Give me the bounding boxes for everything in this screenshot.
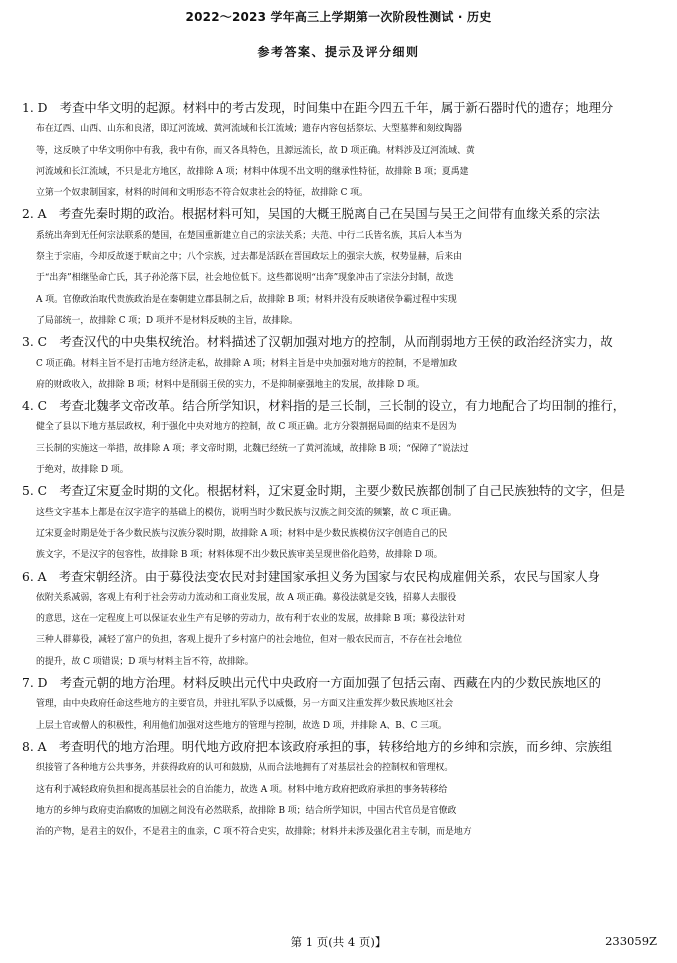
answer-line: 1. D 考查中华文明的起源。材料中的考古发现，时间集中在距今四五千年，属于新石器时代的遗存；地理分 xyxy=(22,101,614,115)
answer-line: 地方的乡绅与政府吏治腐败的加剧之间没有必然联系，故排除 B 项；结合所学知识，中国古代官员是官僚政 xyxy=(36,805,457,816)
answer-line: 等，这反映了中华文明你中有我，我中有你，而又各具特色，且源远流长，故 D 项正确。材料涉及辽河流域、黄 xyxy=(36,145,475,156)
answer-line: 了局部统一，故排除 C 项；D 项并不是材料反映的主旨，故排除。 xyxy=(36,315,298,326)
answer-item xyxy=(22,204,662,332)
answer-line: 的意思，这在一定程度上可以保证农业生产有足够的劳动力，故有利于农业的发展，故排除 B 项；募役法针对 xyxy=(36,614,466,625)
answer-line: 治的产物，是君主的奴仆，不是君主的血亲，C 项不符合史实，故排除；材料并未涉及强化君主专制，而是地方 xyxy=(36,827,472,838)
answer-line: 于绝对，故排除 D 项。 xyxy=(36,465,129,476)
answer-item xyxy=(22,98,662,204)
answer-item xyxy=(22,332,662,396)
document-code: 233059Z xyxy=(605,934,657,948)
answer-item xyxy=(22,673,662,737)
answer-line: 府的财政收入，故排除 B 项；材料中是削弱王侯的实力，不是抑制豪强地主的发展，故排除 D 项。 xyxy=(36,379,425,390)
answer-item xyxy=(22,737,662,843)
answer-line: 管理，由中央政府任命这些地方的主要官员，并驻扎军队予以威慑，另一方面又注重发挥少数民族地区社会 xyxy=(36,699,454,710)
document-subtitle: 参考答案、提示及评分细则 xyxy=(257,45,420,59)
answer-line: 5. C 考查辽宋夏金时期的文化。根据材料，辽宋夏金时期，主要少数民族都创制了自己民族独特的文字，但是 xyxy=(22,484,626,499)
answer-line: C 项正确。材料主旨不是打击地方经济走私，故排除 A 项；材料主旨是中央加强对地方的控制，不是增加政 xyxy=(36,358,458,369)
answer-line: 系统出奔到无任何宗法联系的楚国，在楚国重新建立自己的宗法关系；夫范、中行二氏皆名族，其后人本当为 xyxy=(36,230,462,241)
answer-line: 依附关系减弱，客观上有利于社会劳动力流动和工商业发展，故 A 项正确。募役法就是交钱，招募人去服役 xyxy=(36,592,457,603)
answer-line: 三种人群募役，减轻了富户的负担，客观上提升了乡村富户的社会地位，但对一般农民而言，不存在社会地位 xyxy=(36,635,462,646)
answer-line: 布在辽西、山西、山东和良渚，即辽河流域、黄河流域和长江流域；遗存内容包括祭坛、大型墓葬和刻纹陶器 xyxy=(36,124,462,135)
answer-line: 河流域和长江流域，不只是北方地区，故排除 A 项；材料中体现不出文明的继承性特征，故排除 B 项；夏禹建 xyxy=(36,166,469,177)
answer-line: 祭主于宗庙，今却反故逐于畎亩之中；八个宗族，过去都是活跃在晋国政坛上的强宗大族，权势显赫，后来由 xyxy=(36,252,462,263)
answer-line: 于“出奔”相继坠命亡氏，其子孙沦落下层，社会地位低下。这些都说明“出奔”现象冲击了宗法分封制，故选 xyxy=(36,273,454,284)
answer-line: 辽宋夏金时期是处于各少数民族与汉族分裂时期，故排除 A 项；材料中是少数民族模仿汉字创造自己的民 xyxy=(36,528,448,539)
page-number: 第 1 页(共 4 页)】 xyxy=(290,935,387,949)
answer-line: 7. D 考查元朝的地方治理。材料反映出元代中央政府一方面加强了包括云南、西藏在内的少数民族地区的 xyxy=(22,676,601,691)
answers-body xyxy=(22,98,662,843)
answer-line: 这有利于减轻政府负担和提高基层社会的自治能力，故选 A 项。材料中地方政府把政府承担的事务转移给 xyxy=(36,784,448,795)
answer-line: 织接管了各种地方公共事务，并获得政府的认可和鼓励，从而合法地拥有了对基层社会的控制权和管理权。 xyxy=(36,763,454,774)
answer-line: 3. C 考查汉代的中央集权统治。材料描述了汉朝加强对地方的控制，从而削弱地方王侯的政治经济实力，故 xyxy=(22,335,613,350)
answer-line: 立第一个奴隶制国家，材料的时间和文明形态不符合奴隶社会的特征，故排除 C 项。 xyxy=(36,188,368,199)
answer-line: 的提升，故 C 项错误；D 项与材料主旨不符，故排除。 xyxy=(36,656,254,667)
answer-line: 三长制的实施这一举措，故排除 A 项；孝文帝时期，北魏已经统一了黄河流域，故排除 B 项；“保障了”说法过 xyxy=(36,443,469,454)
answer-line: A 项。官僚政治取代贵族政治是在秦朝建立郡县制之后，故排除 B 项；材料并没有反映诸侯争霸过程中实现 xyxy=(36,294,457,305)
answer-line: 族文字，不是汉字的包容性，故排除 B 项；材料体现不出少数民族审美呈现世俗化趋势，故排除 D 项。 xyxy=(36,550,443,561)
document-title: 2022～2023 学年高三上学期第一次阶段性测试 · 历史 xyxy=(185,10,492,24)
answer-line: 4. C 考查北魏孝文帝改革。结合所学知识，材料指的是三长制，三长制的设立，有力地配合了均田制的推行， xyxy=(22,399,626,414)
answer-item xyxy=(22,396,662,481)
answer-line: 健全了县以下地方基层政权，利于强化中央对地方的控制，故 C 项正确。北方分裂割据局面的结束不是因为 xyxy=(36,422,457,433)
answer-line: 上层土官或僧人的积极性，利用他们加强对这些地方的管理与控制，故选 D 项，并排除 A、B、C 三项。 xyxy=(36,720,447,731)
answer-line: 2. A 考查先秦时期的政治。根据材料可知，吴国的大概王脱离自己在吴国与吴王之间带有血缘关系的宗法 xyxy=(22,207,600,222)
answer-line: 8. A 考查明代的地方治理。明代地方政府把本该政府承担的事，转移给地方的乡绅和宗族，而乡绅、宗族组 xyxy=(22,739,613,754)
answer-line: 这些文字基本上都是在汉字造字的基础上的模仿，说明当时少数民族与汉族之间交流的频繁，故 C 项正确。 xyxy=(36,507,457,518)
answer-item xyxy=(22,567,662,673)
answer-line: 6. A 考查宋朝经济。由于募役法变农民对封建国家承担义务为国家与农民构成雇佣关系，农民与国家人身 xyxy=(22,569,600,584)
answer-item xyxy=(22,481,662,566)
